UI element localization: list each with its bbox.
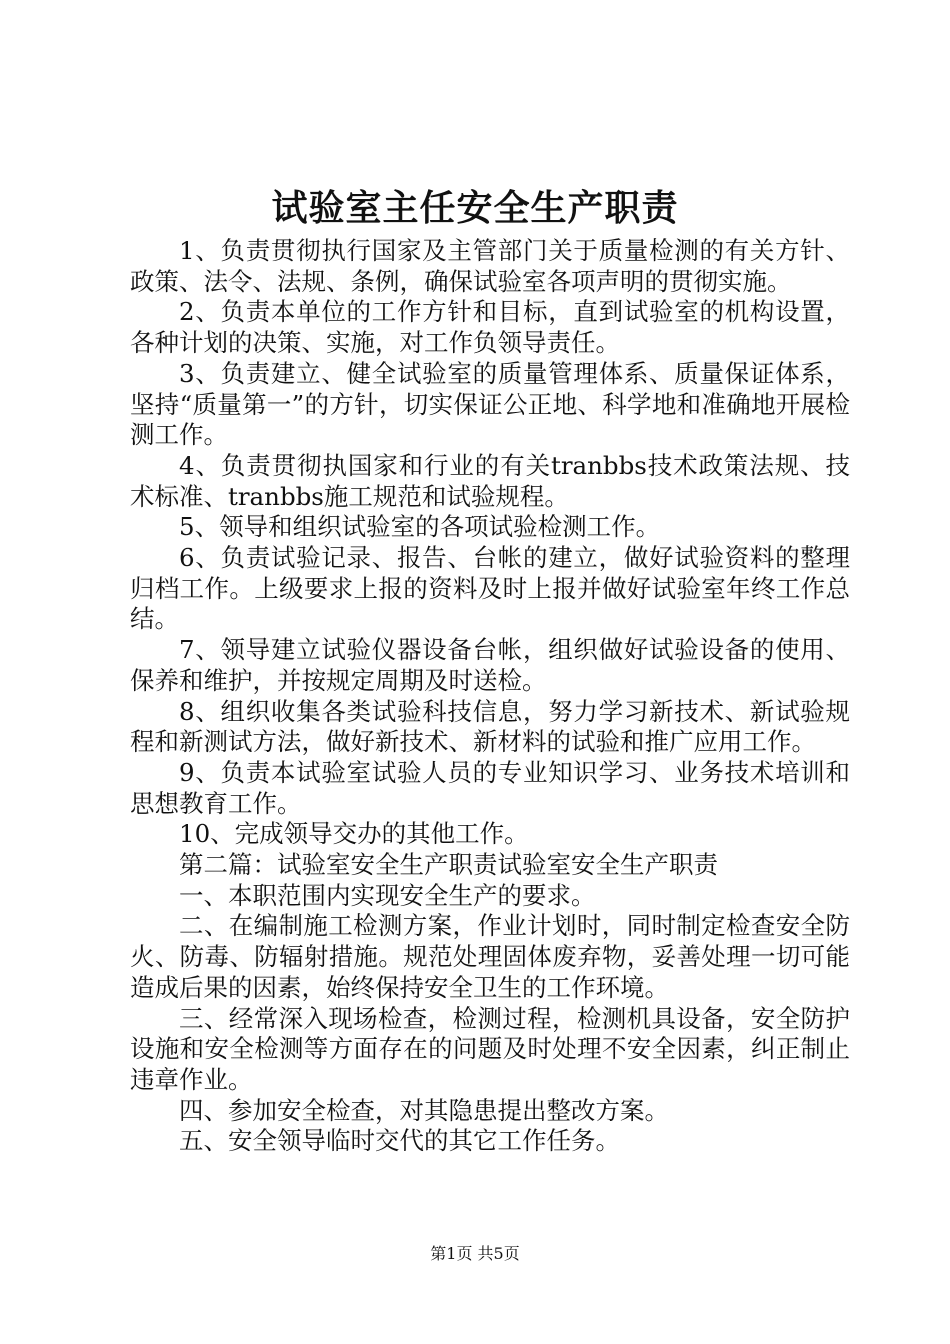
page-footer: 第1页 共5页 — [430, 1244, 520, 1263]
paragraph: 五、安全领导临时交代的其它工作任务。 — [179, 1126, 620, 1156]
paragraph: 三、经常深入现场检查，检测过程，检测机具设备，安全防护设施和安全检测等方面存在的问题及时处理不安全因素，纠正制止违章作业。 — [130, 1003, 850, 1094]
paragraph: 7、领导建立试验仪器设备台帐，组织做好试验设备的使用、保养和维护，并按规定周期及时送检。 — [130, 635, 850, 695]
paragraph: 1、负责贯彻执行国家及主管部门关于质量检测的有关方针、政策、法令、法规、条例，确保试验室各项声明的贯彻实施。 — [130, 236, 850, 296]
paragraph: 6、负责试验记录、报告、台帐的建立，做好试验资料的整理归档工作。上级要求上报的资料及时上报并做好试验室年终工作总结。 — [130, 543, 850, 634]
paragraph: 2、负责本单位的工作方针和目标，直到试验室的机构设置，各种计划的决策、实施，对工作负领导责任。 — [130, 297, 850, 358]
paragraph: 一、本职范围内实现安全生产的要求。 — [179, 880, 596, 910]
paragraph: 四、参加安全检查，对其隐患提出整改方案。 — [179, 1095, 669, 1125]
paragraph: 10、完成领导交办的其他工作。 — [179, 819, 529, 849]
paragraph: 3、负责建立、健全试验室的质量管理体系、质量保证体系，坚持“质量第一”的方针，切实保证公正地、科学地和准确地开展检测工作。 — [130, 358, 850, 450]
paragraph: 二、在编制施工检测方案，作业计划时，同时制定检查安全防火、防毒、防辐射措施。规范处理固体废弃物，妥善处理一切可能造成后果的因素，始终保持安全卫生的工作环境。 — [130, 911, 850, 1002]
document-body — [130, 236, 850, 1157]
paragraph: 4、负责贯彻执国家和行业的有关tranbbs技术政策法规、技术标准、tranbbs施工规范和试验规程。 — [130, 450, 850, 511]
document-title: 试验室主任安全生产职责 — [271, 187, 679, 229]
section-heading: 第二篇：试验室安全生产职责试验室安全生产职责 — [179, 850, 718, 880]
paragraph: 9、负责本试验室试验人员的专业知识学习、业务技术培训和思想教育工作。 — [130, 757, 850, 818]
paragraph: 8、组织收集各类试验科技信息，努力学习新技术、新试验规程和新测试方法，做好新技术、新材料的试验和推广应用工作。 — [130, 696, 850, 757]
paragraph: 5、领导和组织试验室的各项试验检测工作。 — [179, 512, 661, 542]
